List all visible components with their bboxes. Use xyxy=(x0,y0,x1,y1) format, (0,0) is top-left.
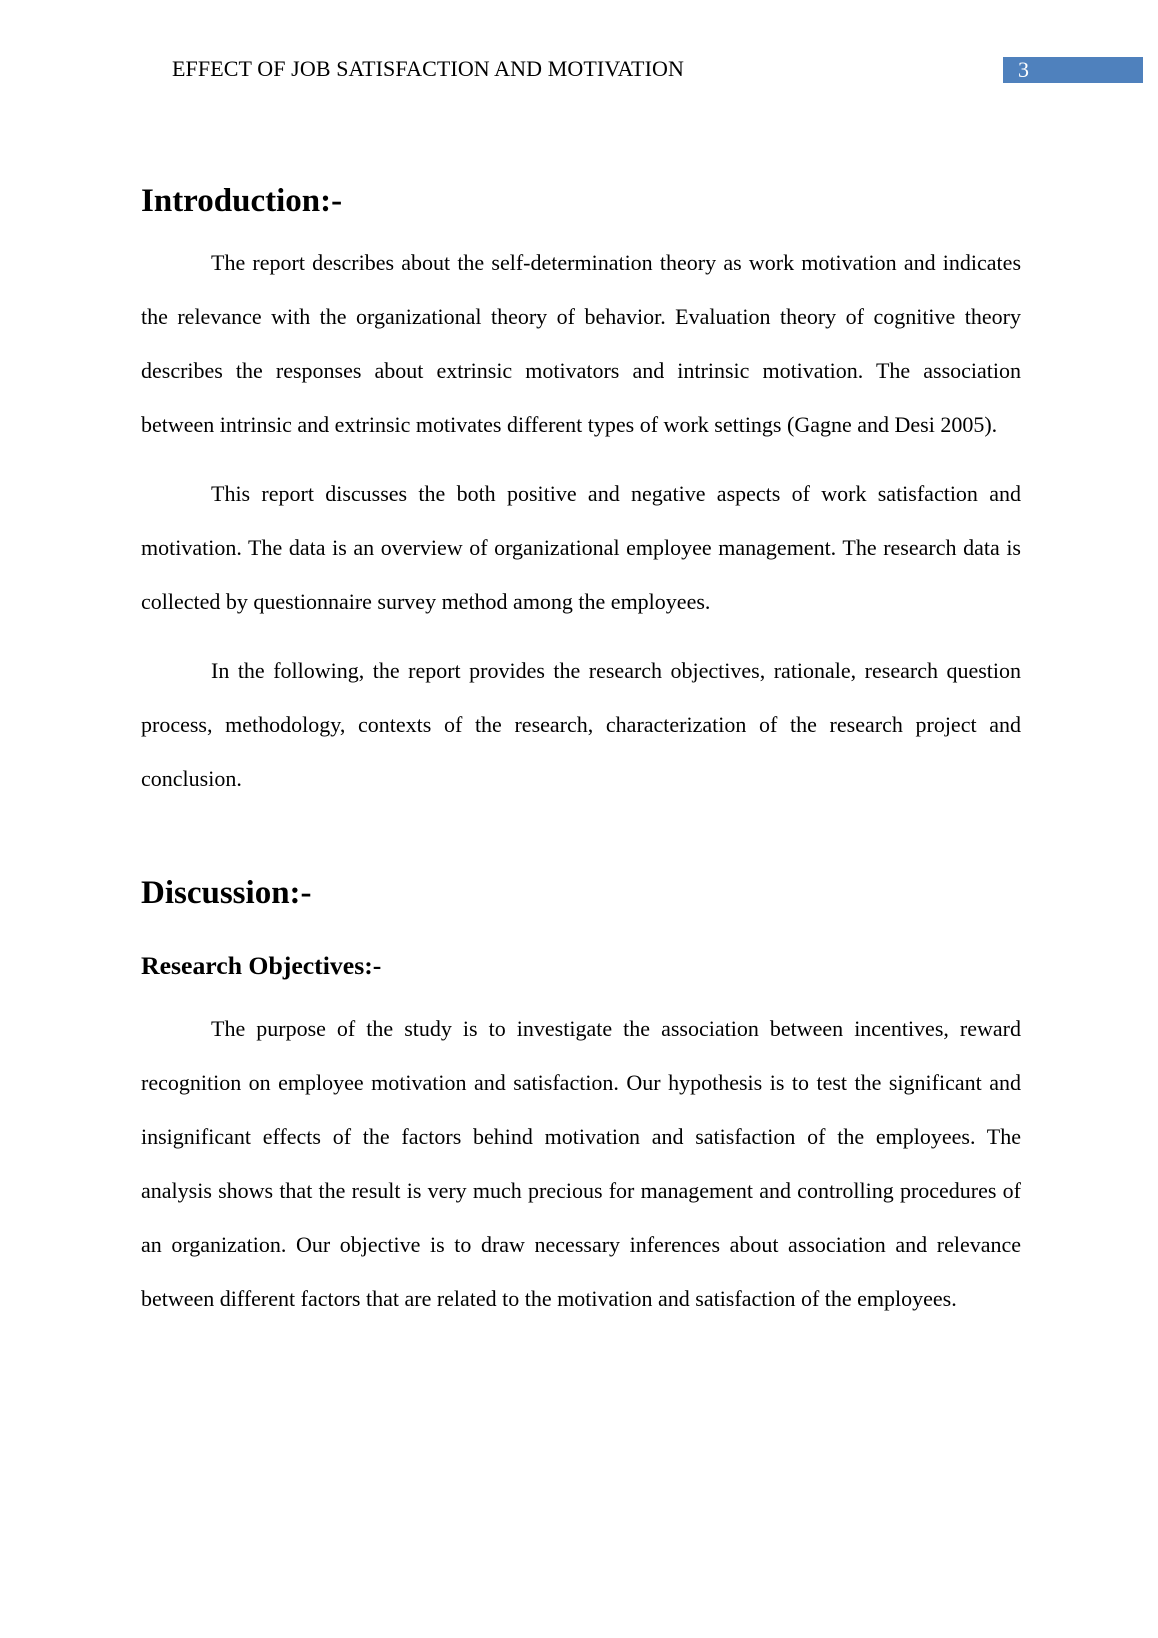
document-body xyxy=(141,183,1021,1326)
page-number: 3 xyxy=(1003,57,1143,83)
research-objectives-heading: Research Objectives:- xyxy=(141,951,382,980)
introduction-heading: Introduction:- xyxy=(141,183,343,219)
running-head-title: EFFECT OF JOB SATISFACTION AND MOTIVATION xyxy=(172,56,685,81)
intro-paragraph-3: In the following, the report provides the research objectives, rationale, research question process, methodology, contexts of the research, characterization of the research project and conclusion. xyxy=(141,658,1021,791)
intro-paragraph-2: This report discusses the both positive and negative aspects of work satisfaction and motivation. The data is an overview of organizational employee management. The research data is collected by questionnaire survey method among the employees. xyxy=(141,481,1021,614)
objectives-paragraph: The purpose of the study is to investigate the association between incentives, reward recognition on employee motivation and satisfaction. Our hypothesis is to test the significant and insignificant effects of the factors behind motivation and satisfaction of the employees. The analysis shows that the result is very much precious for management and controlling procedures of an organization. Our objective is to draw necessary inferences about association and relevance between different factors that are related to the motivation and satisfaction of the employees. xyxy=(141,1016,1021,1311)
discussion-heading: Discussion:- xyxy=(141,875,312,911)
intro-paragraph-1: The report describes about the self-determination theory as work motivation and indicates the relevance with the organizational theory of behavior. Evaluation theory of cognitive theory describes the responses about extrinsic motivators and intrinsic motivation. The association between intrinsic and extrinsic motivates different types of work settings (Gagne and Desi 2005). xyxy=(141,250,1021,437)
